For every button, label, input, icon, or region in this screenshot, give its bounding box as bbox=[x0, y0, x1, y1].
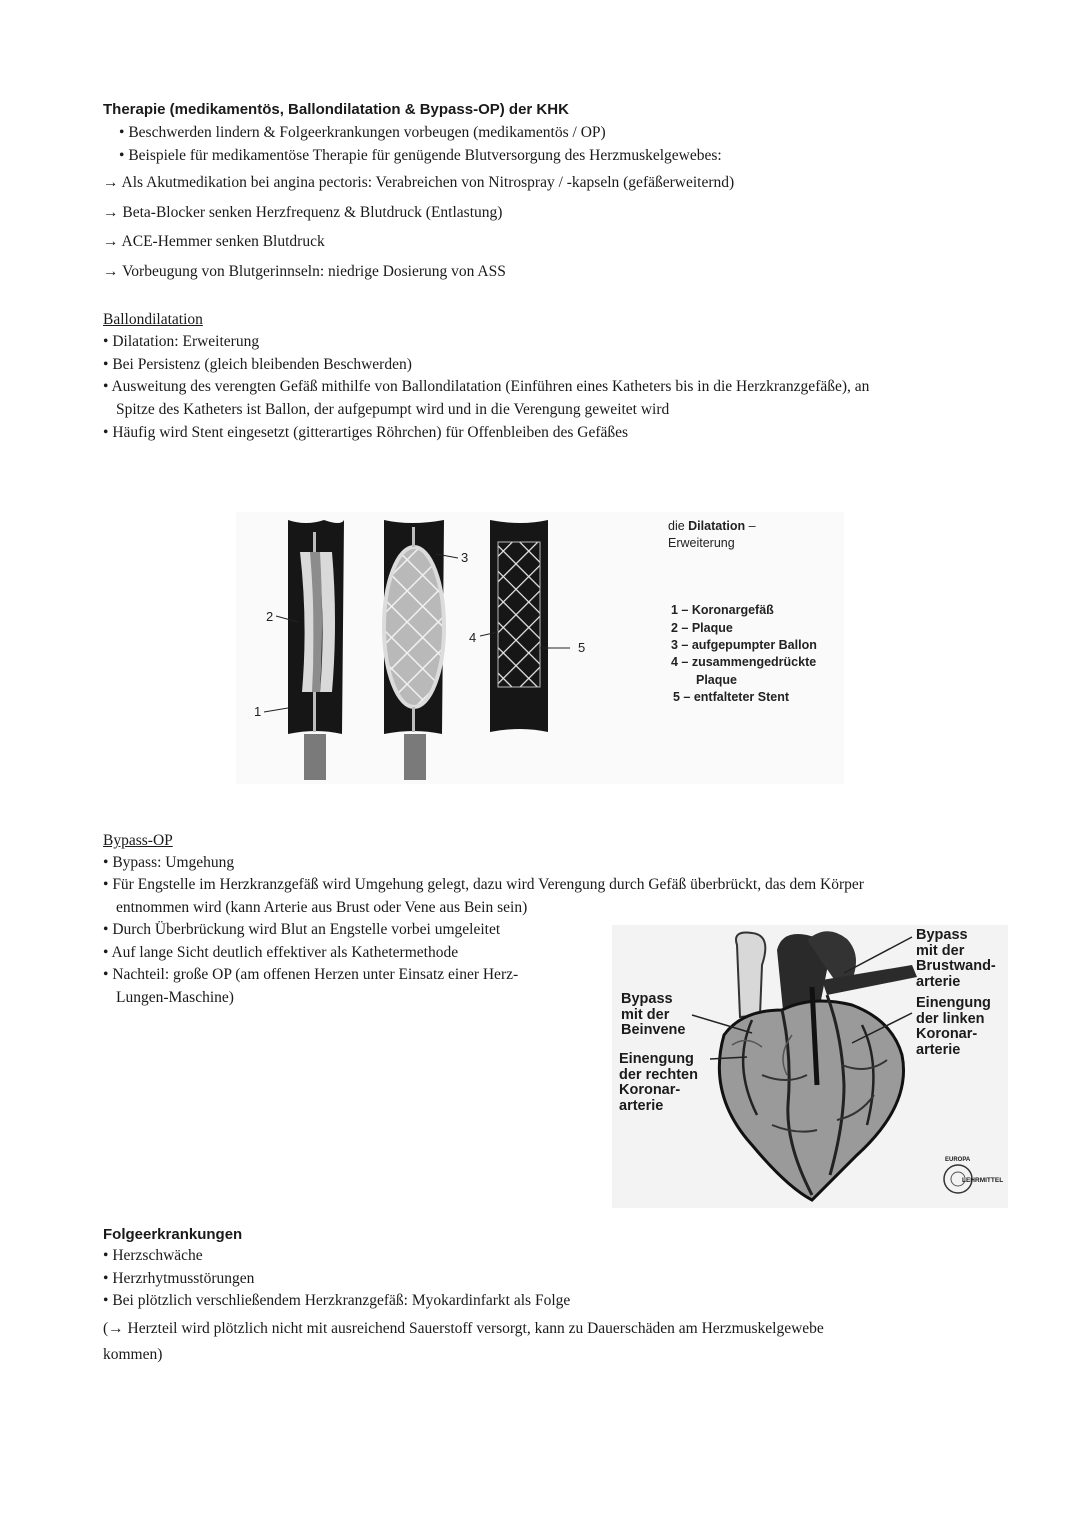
bypass-bullet-1: • Bypass: Umgehung bbox=[103, 854, 235, 871]
folge-heading: Folgeerkrankungen bbox=[103, 1226, 243, 1243]
logo-text-top: EUROPA bbox=[945, 1157, 971, 1163]
therapy-arrow-4: → Vorbeugung von Blutgerinnseln: niedrige Dosierung von ASS bbox=[103, 263, 506, 280]
fig1-number-1: 1 bbox=[254, 704, 262, 719]
therapy-heading: Therapie (medikamentös, Ballondilatation & Bypass-OP) der KHK bbox=[103, 101, 569, 118]
fig1-number-2: 2 bbox=[266, 609, 274, 624]
bypass-bullet-2-cont: entnommen wird (kann Arterie aus Brust oder Vene aus Bein sein) bbox=[116, 899, 528, 916]
therapy-bullet-1: • Beschwerden lindern & Folgeerkrankungen vorbeugen (medikamentös / OP) bbox=[119, 124, 606, 141]
vessel-3 bbox=[490, 520, 548, 732]
label-bypass-beinvene: Bypass mit der Beinvene bbox=[621, 991, 686, 1038]
ballon-bullet-1: • Dilatation: Erweiterung bbox=[103, 333, 260, 350]
folge-bullet-1: • Herzschwäche bbox=[103, 1247, 203, 1264]
fig1-number-4: 4 bbox=[469, 630, 477, 645]
fig1-legend-5: 5 – entfalteter Stent bbox=[673, 690, 790, 704]
fig1-number-5: 5 bbox=[578, 640, 586, 655]
fig1-title: die Dilatation – bbox=[668, 519, 756, 533]
label-einengung-rechts: Einengung der rechten Koronar- arterie bbox=[619, 1051, 698, 1114]
label-bypass-brustwand: Bypass mit der Brustwand- arterie bbox=[916, 927, 996, 990]
bypass-bullet-4: • Auf lange Sicht deutlich effektiver als Kathetermethode bbox=[103, 944, 459, 961]
folge-bullet-2: • Herzrhytmusstörungen bbox=[103, 1270, 255, 1287]
fig1-legend-3: 3 – aufgepumpter Ballon bbox=[671, 638, 817, 652]
heart-bypass-figure bbox=[612, 925, 1008, 1208]
ballon-bullet-2: • Bei Persistenz (gleich bleibenden Beschwerden) bbox=[103, 356, 412, 373]
therapy-arrow-1: → Als Akutmedikation bei angina pectoris: Verabreichen von Nitrospray / -kapseln (gefäßerweiternd) bbox=[103, 174, 735, 191]
ballon-heading: Ballondilatation bbox=[103, 311, 203, 328]
ballon-bullet-3-cont: Spitze des Katheters ist Ballon, der aufgepumpt wird und in die Verengung geweitet wird bbox=[116, 401, 670, 418]
fig1-legend-4-cont: Plaque bbox=[696, 673, 737, 687]
label-einengung-links: Einengung der linken Koronar- arterie bbox=[916, 995, 991, 1058]
fig1-legend-2: 2 – Plaque bbox=[671, 621, 733, 635]
dilatation-figure bbox=[236, 512, 844, 784]
therapy-arrow-3: → ACE-Hemmer senken Blutdruck bbox=[103, 233, 325, 250]
logo-text-side: LEHRMITTEL bbox=[962, 1177, 1004, 1184]
bypass-heading: Bypass-OP bbox=[103, 832, 173, 849]
vessel-1 bbox=[288, 520, 344, 780]
heart-drawing bbox=[692, 931, 917, 1200]
fig1-number-3: 3 bbox=[461, 550, 469, 565]
folge-note-line-2: kommen) bbox=[103, 1346, 163, 1363]
ballon-bullet-3: • Ausweitung des verengten Gefäß mithilfe von Ballondilatation (Einführen eines Katheters bis in die Herzkranzgefäße), an bbox=[103, 378, 870, 395]
fig1-subtitle: Erweiterung bbox=[668, 536, 735, 550]
therapy-bullet-2: • Beispiele für medikamentöse Therapie für genügende Blutversorgung des Herzmuskelgewebes: bbox=[119, 147, 722, 164]
bypass-bullet-5-cont: Lungen-Maschine) bbox=[116, 989, 234, 1006]
vessel-2 bbox=[384, 520, 444, 780]
folge-bullet-3: • Bei plötzlich verschließendem Herzkranzgefäß: Myokardinfarkt als Folge bbox=[103, 1292, 571, 1309]
bypass-bullet-3: • Durch Überbrückung wird Blut an Engstelle vorbei umgeleitet bbox=[103, 921, 501, 938]
folge-note-line-1: (→ Herzteil wird plötzlich nicht mit ausreichend Sauerstoff versorgt, kann zu Dauerschäden am Herzmuskelgewebe bbox=[103, 1320, 824, 1337]
bypass-bullet-2: • Für Engstelle im Herzkranzgefäß wird Umgehung gelegt, dazu wird Verengung durch Gefäß überbrückt, das dem Körper bbox=[103, 876, 864, 893]
ballon-bullet-4: • Häufig wird Stent eingesetzt (gitterartiges Röhrchen) für Offenbleiben des Gefäßes bbox=[103, 424, 629, 441]
therapy-arrow-2: → Beta-Blocker senken Herzfrequenz & Blutdruck (Entlastung) bbox=[103, 204, 503, 221]
fig1-legend-1: 1 – Koronargefäß bbox=[671, 603, 774, 617]
bypass-bullet-5: • Nachteil: große OP (am offenen Herzen unter Einsatz einer Herz- bbox=[103, 966, 519, 983]
fig1-legend-4: 4 – zusammengedrückte bbox=[671, 655, 817, 669]
